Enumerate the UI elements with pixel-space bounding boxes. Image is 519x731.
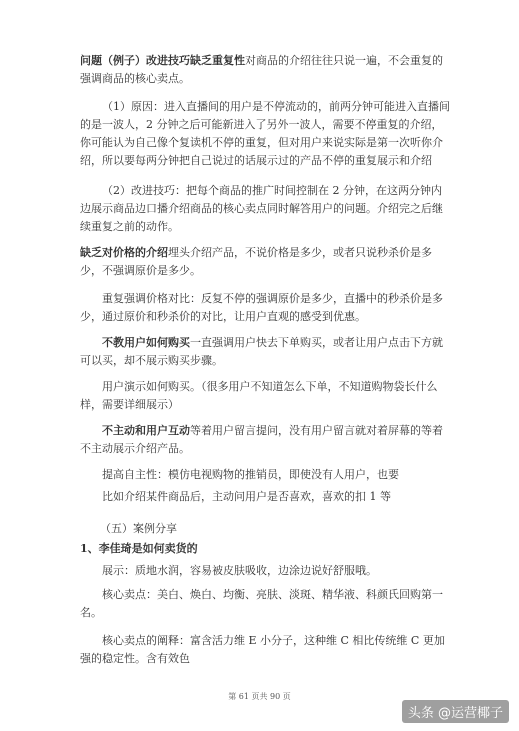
paragraph-display: 展示：质地水润，容易被皮肤吸收，边涂边说好舒服哦。 — [102, 564, 377, 577]
page-footer: 第 61 页共 90 页 — [228, 692, 291, 701]
paragraph-purchase — [80, 334, 452, 370]
paragraph-improve: （2）改进技巧：把每个商品的推广时间控制在 2 分钟，在这两分钟内边展示商品边口播介绍商品的核心卖点同时解答用户的问题。介绍完之后继续重复之前的动作。 — [80, 184, 443, 233]
paragraph-core-explain: 核心卖点的阐释：富含活力维 E 小分子，这种维 C 相比传统维 C 更加强的稳定性。含有效色 — [80, 634, 445, 665]
paragraph-text: 一直强调用户快去下单购买，或者让用户点击下方就可以买，却不展示购买步骤。 — [80, 336, 443, 367]
paragraph-heading: 不主动和用户互动 — [102, 424, 190, 437]
paragraph-interaction — [80, 422, 452, 458]
paragraph-demo: 用户演示如何购买。（很多用户不知道怎么下单，不知道购物袋长什么样，需要详细展示） — [80, 380, 438, 411]
paragraph-price-compare: 重复强调价格对比：反复不停的强调原价是多少，直播中的秒杀价是多少，通过原价和秒杀价的对比，让用户直观的感受到优惠。 — [80, 292, 443, 323]
paragraph-heading: 不教用户如何购买 — [102, 336, 190, 349]
paragraph-text: 对商品的介绍往往只说一遍，不会重复的强调商品的核心卖点。 — [80, 54, 443, 85]
paragraph-heading: 缺乏对价格的介绍 — [80, 246, 168, 259]
paragraph-core-points: 核心卖点：美白、焕白、均衡、亮肤、淡斑、精华液、科颜氏回购第一名。 — [80, 588, 443, 619]
paragraph-example: 比如介绍某件商品后，主动问用户是否喜欢，喜欢的扣 1 等 — [102, 490, 391, 503]
section-title: （五）案例分享 — [100, 522, 177, 535]
paragraph-initiative: 提高自主性：模仿电视购物的推销员，即使没有人用户，也要 — [102, 468, 399, 481]
subsection-title: 1、李佳琦是如何卖货的 — [80, 542, 198, 555]
paragraph-text: 埋头介绍产品，不说价格是多少，或者只说秒杀价是多少，不强调原价是多少。 — [80, 246, 432, 277]
paragraph-text: 等着用户留言提问，没有用户留言就对着屏幕的等着不主动展示介绍产品。 — [80, 424, 443, 455]
paragraph-repetition — [80, 52, 452, 88]
watermark: 头条 @运营椰子 — [402, 700, 509, 723]
paragraph-heading: 问题（例子）改进技巧缺乏重复性 — [80, 54, 245, 67]
paragraph-price — [80, 244, 452, 280]
paragraph-reason: （1）原因：进入直播间的用户是不停流动的，前两分钟可能进入直播间的是一波人，2 分钟之后可能新进入了另外一波人，需要不停重复的介绍，你可能认为自己像个复读机不停的重复，但对用户来说实际是第一次听你介绍，所以要每两分钟把自己说过的话展示过的产品不停的重复展示和介绍 — [80, 100, 450, 167]
